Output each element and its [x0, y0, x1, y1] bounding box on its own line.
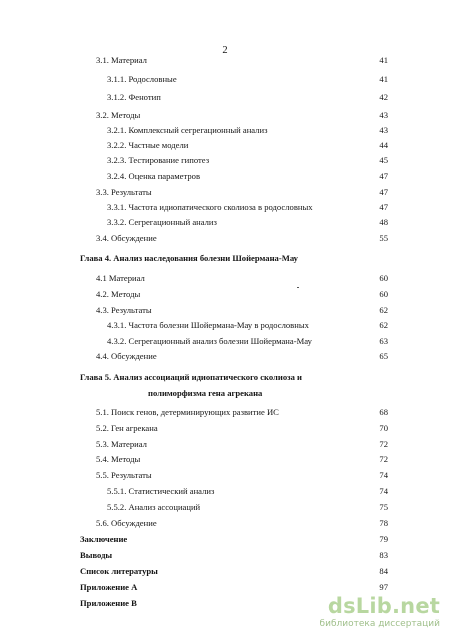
toc-entry-title: 3.2.1. Комплексный сегрегационный анализ [107, 125, 268, 135]
toc-entry-page: 48 [379, 217, 388, 227]
toc-entry-title: 3.1.1. Родословные [107, 74, 177, 84]
toc-entry-title: 3.2. Методы [96, 110, 141, 120]
toc-entry-title: 3.2.4. Оценка параметров [107, 171, 200, 181]
toc-entry-page: 72 [379, 439, 388, 449]
toc-entry-page: 63 [379, 336, 388, 346]
chapter-heading: Глава 4. Анализ наследования болезни Шойермана-Мау [80, 253, 298, 263]
toc-entry-page: 41 [379, 55, 388, 65]
toc-entry-title: Приложение А [80, 582, 138, 592]
toc-entry-page: 68 [379, 407, 388, 417]
toc-entry-page: 44 [379, 140, 388, 150]
toc-entry-page: 97 [379, 582, 388, 592]
toc-entry-title: 4.2. Методы [96, 289, 141, 299]
toc-entry-page: 75 [379, 502, 388, 512]
toc-entry-page: 65 [379, 351, 388, 361]
toc-entry-title: 4.1 Материал [96, 273, 145, 283]
toc-entry-title: 5.3. Материал [96, 439, 147, 449]
toc-entry-title: 5.5. Результаты [96, 470, 152, 480]
toc-entry-title: 4.4. Обсуждение [96, 351, 157, 361]
toc-entry-page: 62 [379, 320, 388, 330]
toc-entry-page: 78 [379, 518, 388, 528]
toc-entry-page: 41 [379, 74, 388, 84]
toc-entry-page: 74 [379, 470, 388, 480]
toc-entry-title: 4.3.2. Сегрегационный анализ болезни Шойермана-Мау [107, 336, 312, 346]
toc-entry-title: 3.2.3. Тестирование гипотез [107, 155, 210, 165]
toc-entry-title: 5.1. Поиск генов, детерминирующих развитие ИС [96, 407, 279, 417]
toc-entry-page: 60 [379, 289, 388, 299]
toc-entry-page: 84 [379, 566, 388, 576]
toc-entry-title: 5.6. Обсуждение [96, 518, 157, 528]
toc-entry-page: 72 [379, 454, 388, 464]
toc-entry-title: 3.3.1. Частота идиопатического сколиоза в родословных [107, 202, 313, 212]
watermark [290, 594, 440, 630]
toc-entry-title: 4.3.1. Частота болезни Шойермана-Мау в родословных [107, 320, 309, 330]
toc-entry-title: 3.2.2. Частные модели [107, 140, 189, 150]
toc-entry-title: 3.3. Результаты [96, 187, 152, 197]
chapter-heading-continuation: полиморфизма гена агрекана [148, 388, 263, 398]
toc-entry-page: 55 [379, 233, 388, 243]
toc-entry-page: 43 [379, 125, 388, 135]
toc-entry-title: 3.1. Материал [96, 55, 147, 65]
toc-entry-page: 79 [379, 534, 388, 544]
toc-entry-title: Список литературы [80, 566, 158, 576]
toc-entry-title: 5.2. Ген агрекана [96, 423, 158, 433]
toc-entry-page: 42 [379, 92, 388, 102]
watermark-logo: dsLib.net [327, 594, 440, 618]
toc-entry-title: 4.3. Результаты [96, 305, 152, 315]
toc-entry-page: 47 [379, 187, 388, 197]
watermark-caption: библиотека диссертаций [319, 619, 440, 629]
toc-entry-page: 47 [379, 171, 388, 181]
toc-entry-page: 70 [379, 423, 388, 433]
toc-entry-page: 47 [379, 202, 388, 212]
toc-entry-page: 60 [379, 273, 388, 283]
toc-entry-title: 3.3.2. Сегрегационный анализ [107, 217, 217, 227]
toc-entry-title: Выводы [80, 550, 113, 560]
chapter-heading: Глава 5. Анализ ассоциаций идиопатического сколиоза и [80, 372, 302, 382]
scan-speck [297, 287, 299, 288]
toc-entry-title: 5.5.1. Статистический анализ [107, 486, 215, 496]
toc-entry-page: 83 [379, 550, 388, 560]
toc-entry-title: 5.4. Методы [96, 454, 141, 464]
toc-entry-title: 3.4. Обсуждение [96, 233, 157, 243]
toc-entry-page: 45 [379, 155, 388, 165]
toc-entry-page: 62 [379, 305, 388, 315]
toc-entry-page: 74 [379, 486, 388, 496]
toc-entry-title: 3.1.2. Фенотип [107, 92, 161, 102]
toc-entry-page: 43 [379, 110, 388, 120]
toc-entry-title: 5.5.2. Анализ ассоциаций [107, 502, 201, 512]
toc-entry-title: Заключение [80, 534, 128, 544]
toc-entry-title: Приложение В [80, 598, 137, 608]
page-number: 2 [222, 45, 228, 56]
